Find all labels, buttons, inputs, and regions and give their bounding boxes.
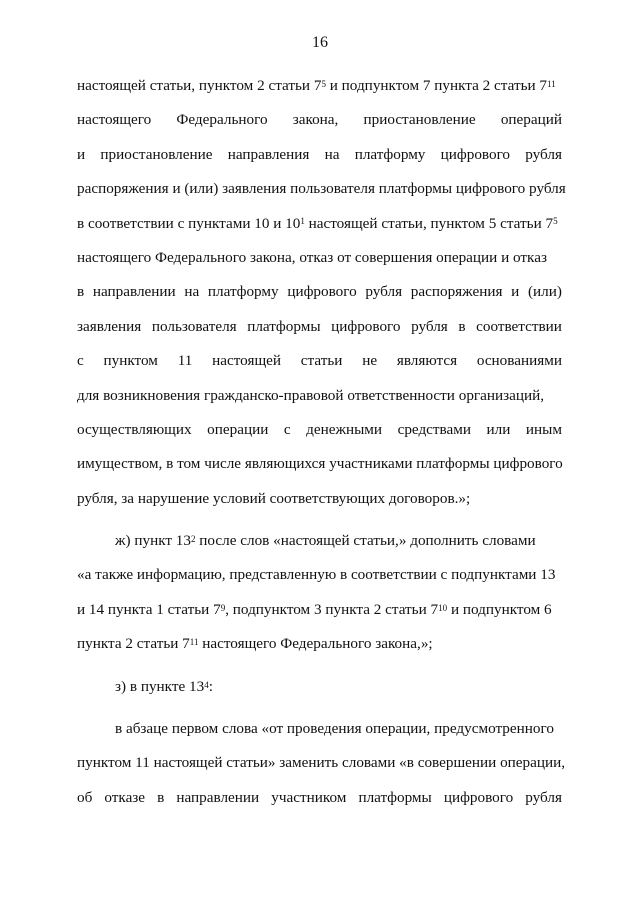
word: с <box>77 352 84 370</box>
word: цифрового <box>331 317 401 335</box>
word: цифрового <box>443 788 514 806</box>
word: или <box>486 420 511 438</box>
superscript: 11 <box>547 78 556 89</box>
word: рубля <box>525 788 562 806</box>
word: не <box>362 352 378 370</box>
word: на <box>184 283 200 301</box>
text-run: , подпунктом 3 пункта 2 статьи 7 <box>225 600 439 618</box>
word: пользователя <box>151 317 237 335</box>
word: в <box>77 283 85 301</box>
word: и <box>77 145 86 163</box>
word: на <box>324 145 340 163</box>
word: 11 <box>177 352 193 370</box>
word: направлении <box>92 283 176 301</box>
word: распоряжения <box>410 283 503 301</box>
word: настоящей <box>212 352 282 370</box>
text-line <box>77 275 562 309</box>
text-run: и подпунктом 6 <box>447 600 552 618</box>
text-run: : <box>208 677 213 695</box>
word: статьи <box>300 352 343 370</box>
text-line <box>77 413 562 447</box>
text-line <box>77 746 566 780</box>
superscript: 2 <box>191 533 196 544</box>
superscript: 4 <box>204 679 209 690</box>
word: заявления <box>77 317 142 335</box>
word: платформу <box>207 283 279 301</box>
text-line <box>77 241 562 275</box>
text-line <box>77 482 562 516</box>
text-run: настоящего Федерального закона, отказ от совершения операции и отказ <box>77 248 547 266</box>
word: цифрового <box>287 283 357 301</box>
superscript: 10 <box>438 602 448 613</box>
word: направления <box>227 145 310 163</box>
text-run: имуществом, в том числе являющихся участниками платформы цифрового <box>77 455 563 473</box>
text-line <box>77 524 562 558</box>
text-line <box>77 103 562 137</box>
word: рубля <box>411 317 448 335</box>
word: осуществляющих <box>77 420 192 438</box>
text-run: в абзаце первом слова «от проведения операции, предусмотренного <box>115 720 554 738</box>
text-run: распоряжения и (или) заявления пользователя платформы цифрового рубля <box>77 180 566 198</box>
word: рубля <box>365 283 403 301</box>
word: соответствии <box>476 317 562 335</box>
text-run: пунктом 11 настоящей статьи» заменить словами «в совершении операции, <box>77 754 566 772</box>
text-line <box>77 593 562 627</box>
word: цифрового <box>440 145 511 163</box>
text-line <box>77 344 562 378</box>
word: операции <box>207 420 269 438</box>
word: рубля <box>525 145 562 163</box>
superscript: 1 <box>300 216 305 227</box>
text-run: и подпунктом 7 пункта 2 статьи 7 <box>325 77 548 94</box>
word: приостановление <box>100 145 213 163</box>
word: основаниями <box>476 352 562 370</box>
word: участником <box>271 788 347 806</box>
text-line <box>77 627 562 661</box>
word: и <box>511 283 520 301</box>
word: являются <box>396 352 458 370</box>
word: настоящего <box>77 111 152 129</box>
superscript: 9 <box>220 602 226 613</box>
text-line <box>77 310 562 344</box>
superscript: 5 <box>321 78 326 89</box>
page-number: 16 <box>312 34 328 51</box>
word: приостановление <box>363 111 476 129</box>
text-line <box>77 69 562 103</box>
text-run: настоящего Федерального закона,»; <box>198 635 433 653</box>
text-line <box>77 172 566 206</box>
text-run: рубля, за нарушение условий соответствующих договоров.»; <box>77 489 471 507</box>
text-run: «а также информацию, представленную в соответствии с подпунктами 13 <box>77 566 556 584</box>
text-run: в соответствии с пунктами 10 и 10 <box>77 214 301 232</box>
word: денежными <box>306 420 383 438</box>
word: пунктом <box>103 352 158 370</box>
text-line <box>77 207 562 241</box>
document-body <box>77 69 566 815</box>
text-run: после слов «настоящей статьи,» дополнить словами <box>195 532 536 550</box>
text-line <box>77 712 562 746</box>
text-run: настоящей статьи, пунктом 5 статьи 7 <box>304 214 554 232</box>
text-run: и 14 пункта 1 статьи 7 <box>77 600 221 618</box>
text-run: з) в пункте 13 <box>115 677 205 695</box>
text-line <box>77 379 562 413</box>
word: закона, <box>292 111 339 129</box>
word: в <box>157 788 165 806</box>
word: иным <box>525 420 562 438</box>
word: с <box>283 420 291 438</box>
text-line <box>77 670 562 704</box>
word: средствами <box>397 420 472 438</box>
word: направлении <box>176 788 260 806</box>
text-run: пункта 2 статьи 7 <box>77 635 190 653</box>
text-line <box>77 138 562 172</box>
word: платформу <box>354 145 426 163</box>
word: Федерального <box>176 111 268 129</box>
text-run: для возникновения гражданско-правовой ответственности организаций, <box>77 386 545 404</box>
word: в <box>458 317 466 335</box>
text-line <box>77 781 562 815</box>
word: платформы <box>358 788 432 806</box>
word: отказе <box>104 788 146 806</box>
text-run: настоящей статьи, пунктом 2 статьи 7 <box>77 77 322 94</box>
text-line <box>77 558 562 592</box>
text-line <box>77 447 562 481</box>
word: операций <box>500 111 562 129</box>
word: платформы <box>247 317 321 335</box>
superscript: 11 <box>189 637 199 648</box>
superscript: 5 <box>553 216 558 227</box>
text-run: ж) пункт 13 <box>115 532 191 550</box>
word: (или) <box>527 283 562 301</box>
word: об <box>77 788 93 806</box>
